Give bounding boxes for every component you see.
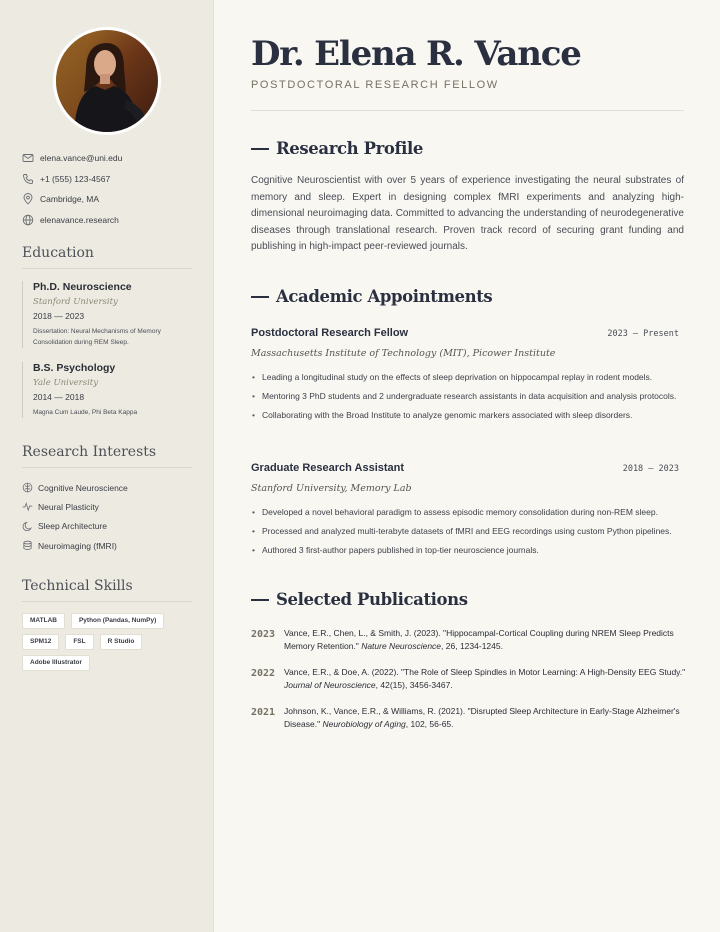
interest-item <box>22 478 192 497</box>
publication-item <box>251 627 691 652</box>
list-item: • Leading a longitudinal study on the effects of sleep deprivation on hippocampal replay in rodent models. <box>251 370 689 384</box>
interest-label: Neuroimaging (fMRI) <box>38 540 117 551</box>
list-item: • Developed a novel behavioral paradigm to assess episodic memory consolidation during non-REM sleep. <box>251 505 689 519</box>
list-item: • Authored 3 first-author papers published in top-tier neuroscience journals. <box>251 543 689 557</box>
degree: B.S. Psychology <box>33 362 116 374</box>
job-title: Graduate Research Assistant <box>251 462 405 474</box>
interest-item <box>22 536 192 555</box>
contact-location <box>22 189 192 210</box>
mail-icon <box>22 152 34 164</box>
skill-chip: R Studio <box>100 634 143 650</box>
skill-chip: MATLAB <box>22 613 65 629</box>
contact-phone[interactable] <box>22 169 192 190</box>
degree: Ph.D. Neuroscience <box>33 281 132 293</box>
interest-item <box>22 517 192 536</box>
job-dates: 2018 — 2023 <box>622 464 679 474</box>
skills-list <box>22 613 198 671</box>
job-organization: Stanford University, Memory Lab <box>251 483 412 494</box>
sidebar <box>0 0 214 932</box>
skills-heading: Technical Skills <box>22 578 192 602</box>
publication-year: 2023 <box>251 629 276 640</box>
profile-photo <box>56 30 158 132</box>
page-title: Dr. Elena R. Vance <box>251 34 581 74</box>
years: 2018 — 2023 <box>33 311 85 321</box>
interest-label: Neural Plasticity <box>38 501 99 512</box>
job-dates: 2023 — Present <box>607 329 679 339</box>
education-item <box>22 281 192 348</box>
job-organization: Massachusetts Institute of Technology (MIT), Picower Institute <box>251 348 556 359</box>
interest-label: Cognitive Neuroscience <box>38 482 128 493</box>
section-heading: Academic Appointments <box>276 287 493 306</box>
contact-phone-text: +1 (555) 123-4567 <box>40 173 111 184</box>
list-item: • Collaborating with the Broad Institute to analyze genomic markers associated with sleep disorders. <box>251 408 689 422</box>
main-content <box>214 0 720 932</box>
brain-icon <box>22 482 33 493</box>
school: Yale University <box>33 378 99 388</box>
publication-year: 2022 <box>251 668 276 679</box>
publication-citation: Vance, E.R., & Doe, A. (2022). "The Role of Sleep Spindles in Motor Learning: A High-Density EEG Study." Journal of Neuroscience, 42(15), 3456-3467. <box>284 667 686 690</box>
job-role: POSTDOCTORAL RESEARCH FELLOW <box>251 79 499 91</box>
skill-chip: Adobe Illustrator <box>22 655 90 671</box>
section-marker <box>251 148 269 150</box>
database-icon <box>22 540 33 551</box>
profile-summary: Cognitive Neuroscientist with over 5 years of experience investigating the neural substrates of memory and sleep. Expert in designing complex fMRI experiments and analyzing high-dimensional neuroimaging data. Committed to advancing the understanding of neurodegenerative diseases through translational research. Proven track record of securing grant funding and publishing in high-impact peer-reviewed journals. <box>251 175 684 252</box>
interests-list <box>22 478 192 555</box>
publication-citation: Johnson, K., Vance, E.R., & Williams, R. (2021). "Disrupted Sleep Architecture in Early-Stage Alzheimer's Disease." Neurobiology of Aging, 102, 56-65. <box>284 706 680 729</box>
years: 2014 — 2018 <box>33 392 85 402</box>
contact-location-text: Cambridge, MA <box>40 194 100 205</box>
publication-year: 2021 <box>251 707 276 718</box>
contact-website-text: elenavance.research <box>40 214 119 225</box>
skill-chip: FSL <box>65 634 93 650</box>
school: Stanford University <box>33 297 118 307</box>
contact-email[interactable] <box>22 148 192 169</box>
activity-icon <box>22 501 33 512</box>
avatar <box>53 27 161 135</box>
section-marker <box>251 296 269 298</box>
contact-website[interactable] <box>22 210 192 231</box>
skill-chip: SPM12 <box>22 634 59 650</box>
phone-icon <box>22 173 34 185</box>
job-bullets <box>251 505 689 562</box>
contact-list <box>22 148 192 230</box>
contact-email-text: elena.vance@uni.edu <box>40 153 123 164</box>
education-heading: Education <box>22 245 192 269</box>
interests-heading: Research Interests <box>22 444 192 468</box>
skill-chip: Python (Pandas, NumPy) <box>71 613 164 629</box>
interest-label: Sleep Architecture <box>38 521 107 532</box>
section-heading: Research Profile <box>276 139 424 158</box>
education-item <box>22 362 192 418</box>
publication-item <box>251 666 691 691</box>
job-title: Postdoctoral Research Fellow <box>251 327 409 339</box>
section-research-profile <box>251 139 423 158</box>
section-heading: Selected Publications <box>276 590 468 609</box>
education-note: Magna Cum Laude, Phi Beta Kappa <box>33 409 138 416</box>
education-note: Dissertation: Neural Mechanisms of Memory Consolidation during REM Sleep. <box>33 328 161 346</box>
interest-item <box>22 497 192 516</box>
globe-icon <box>22 214 34 226</box>
section-appointments <box>251 287 492 306</box>
list-item: • Mentoring 3 PhD students and 2 undergraduate research assistants in data acquisition and analysis protocols. <box>251 389 689 403</box>
job-bullets <box>251 370 689 427</box>
list-item: • Processed and analyzed multi-terabyte datasets of fMRI and EEG recordings using custom Python pipelines. <box>251 524 689 538</box>
section-marker <box>251 599 269 601</box>
location-pin-icon <box>22 193 34 205</box>
publication-item <box>251 705 691 730</box>
divider <box>251 110 684 111</box>
section-publications <box>251 590 468 609</box>
publication-citation: Vance, E.R., Chen, L., & Smith, J. (2023). "Hippocampal-Cortical Coupling during NREM Sleep Predicts Memory Retention." Nature Neuroscience, 26, 1234-1245. <box>284 628 674 651</box>
moon-icon <box>22 521 33 532</box>
